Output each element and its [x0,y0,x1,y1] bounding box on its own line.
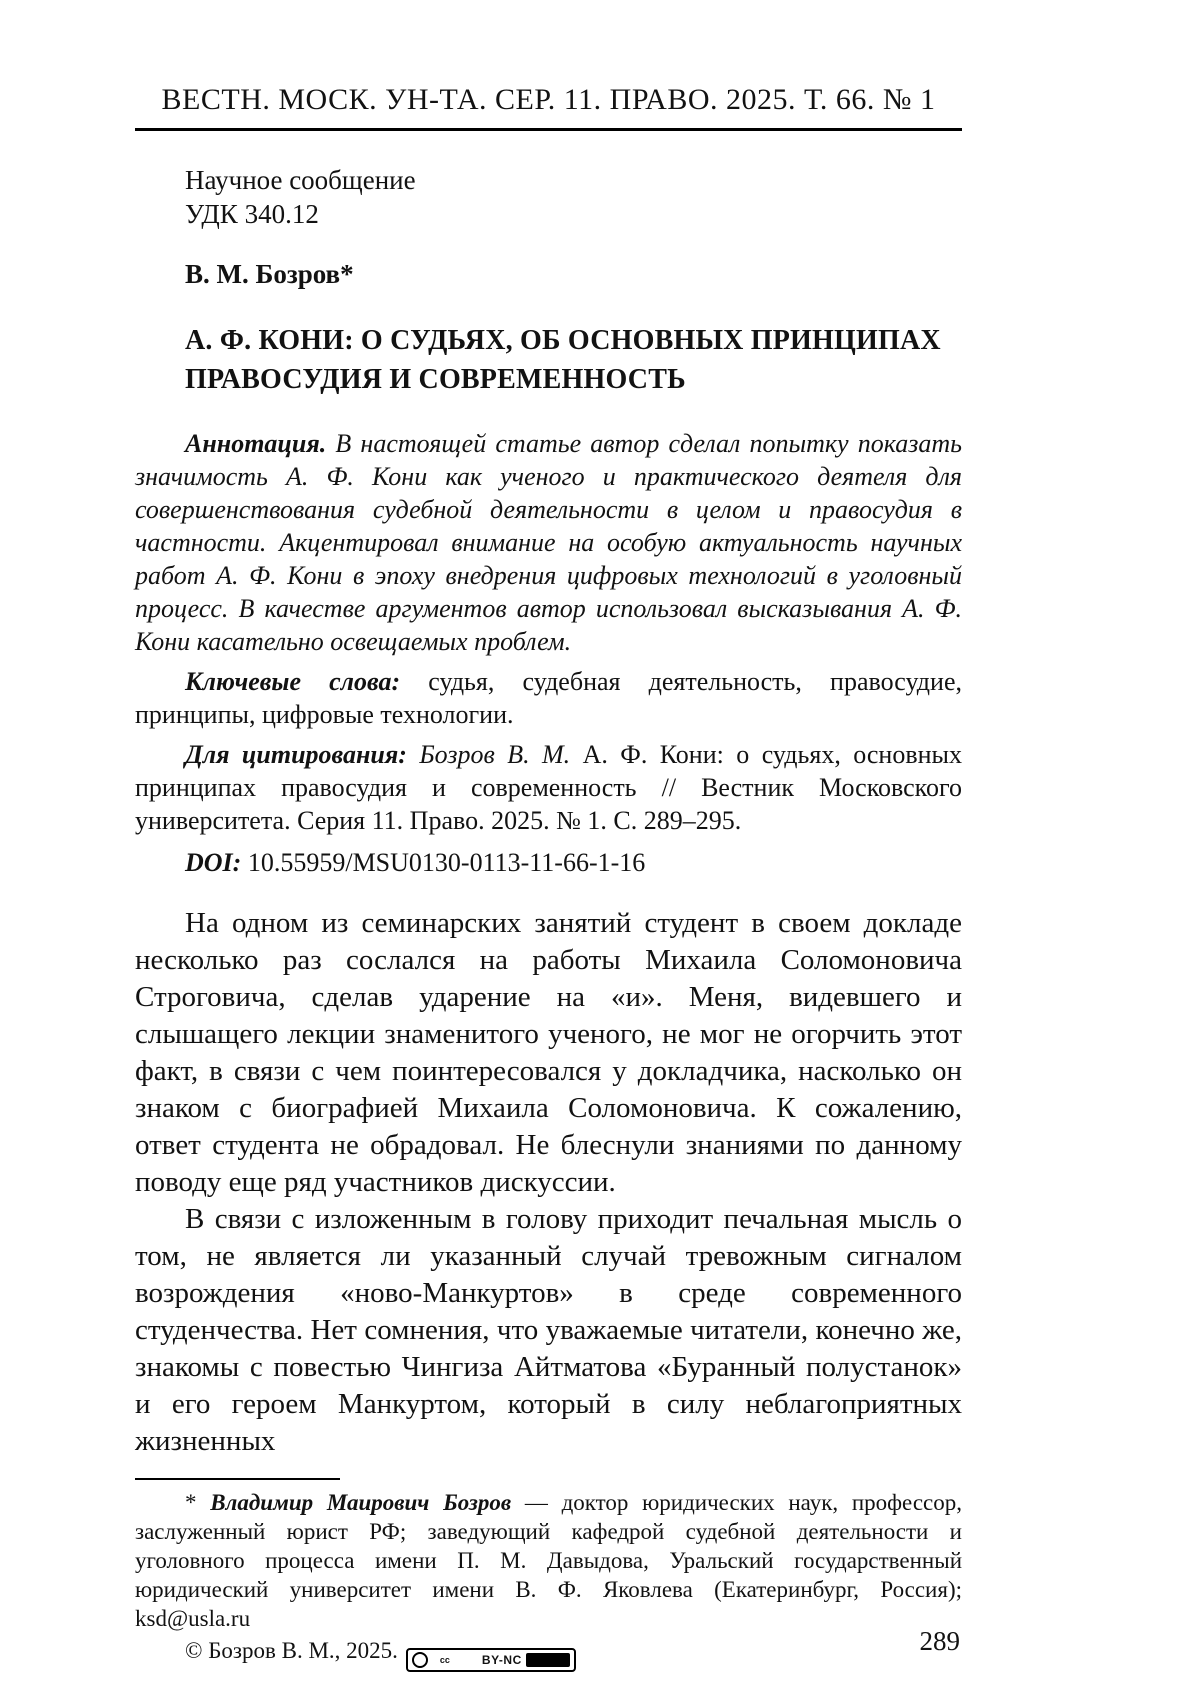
doi-value: 10.55959/MSU0130-0113-11-66-1-16 [241,848,646,877]
article-meta [185,163,962,399]
footnote-author-name: Владимир Маирович Бозров [210,1490,512,1515]
footnote [135,1488,962,1633]
copyright-text: © Бозров В. М., 2025. [185,1638,398,1663]
cc-by-nc-badge [406,1648,576,1672]
article-type: Научное сообщение [185,165,416,195]
header-rule [135,128,962,131]
doi-label: DOI: [185,848,242,877]
footnote-marker: * [185,1490,211,1515]
keywords-label: Ключевые слова: [185,667,401,696]
citation-label: Для цитирования: [185,740,407,769]
journal-running-title: ВЕСТН. МОСК. УН-ТА. СЕР. 11. ПРАВО. 2025. Т. 66. № 1 [161,83,936,116]
author-name: В. М. Бозров* [185,259,354,289]
footnote-rule [135,1478,340,1480]
body-paragraph-1: На одном из семинарских занятий студент в своем докладе несколько раз сослался на работы Михаила Соломоновича Строговича, сделав ударение на «и». Меня, видевшего и слышащего лекции знаменитого ученого, не мог не огорчить этот факт, в связи с чем поинтересовался у докладчика, насколько он знаком с биографией Михаила Соломоновича. К сожалению, ответ студента не обрадовал. Не блеснули знаниями по данному поводу еще ряд участников дискуссии. [135,907,962,1198]
cc-icon: cc [412,1652,428,1668]
cc-badge-label: BY-NC [481,1653,522,1667]
footnote-email: ksd@usla.ru [135,1606,251,1631]
page-number: 289 [919,1626,960,1656]
udc-code: УДК 340.12 [185,199,319,229]
footnote-text: — доктор юридических наук, профессор, заслуженный юрист РФ; заведующий кафедрой судебной деятельности и уголовного процесса имени П. М. Давыдова, Уральский государственный юридический университет имени В. Ф. Яковлева (Екатеринбург, Россия); [135,1490,963,1602]
cc-badge-bar [526,1653,570,1667]
body-paragraph-2: В связи с изложенным в голову приходит печальная мысль о том, не является ли указанный случай тревожным сигналом возрождения «ново-Манкуртов» в среде современного студенчества. Нет сомнения, что уважаемые читатели, конечно же, знакомы с повестью Чингиза Айтматова «Буранный полустанок» и его героем Манкуртом, который в силу неблагоприятных жизненных [135,1203,962,1457]
citation-authors: Бозров В. М. [406,740,571,769]
journal-header [135,82,962,131]
abstract-text: В настоящей статье автор сделал попытку показать значимость А. Ф. Кони как ученого и практического деятеля для совершенствования судебной деятельности в целом и правосудия в частности. Акцентировал внимание на особую актуальность научных работ А. Ф. Кони в эпоху внедрения цифровых технологий в уголовный процесс. В качестве аргументов автор использовал высказывания А. Ф. Кони касательно освещаемых проблем. [135,429,962,656]
keywords-text: судья, судебная деятельность, правосудие, принципы, цифровые технологии. [135,667,962,729]
abstract-label: Аннотация. [185,429,327,458]
article-title: А. Ф. КОНИ: О СУДЬЯХ, ОБ ОСНОВНЫХ ПРИНЦИПАХ ПРАВОСУДИЯ И СОВРЕМЕННОСТЬ [185,325,941,395]
abstract [135,427,962,658]
copyright-line [135,1636,962,1672]
doi-line [135,846,962,879]
citation [135,738,962,837]
citation-text: А. Ф. Кони: о судьях, основных принципах правосудия и современность // Вестник Московского университета. Серия 11. Право. 2025. № 1. С. 289–295. [135,740,963,835]
keywords [135,665,962,731]
